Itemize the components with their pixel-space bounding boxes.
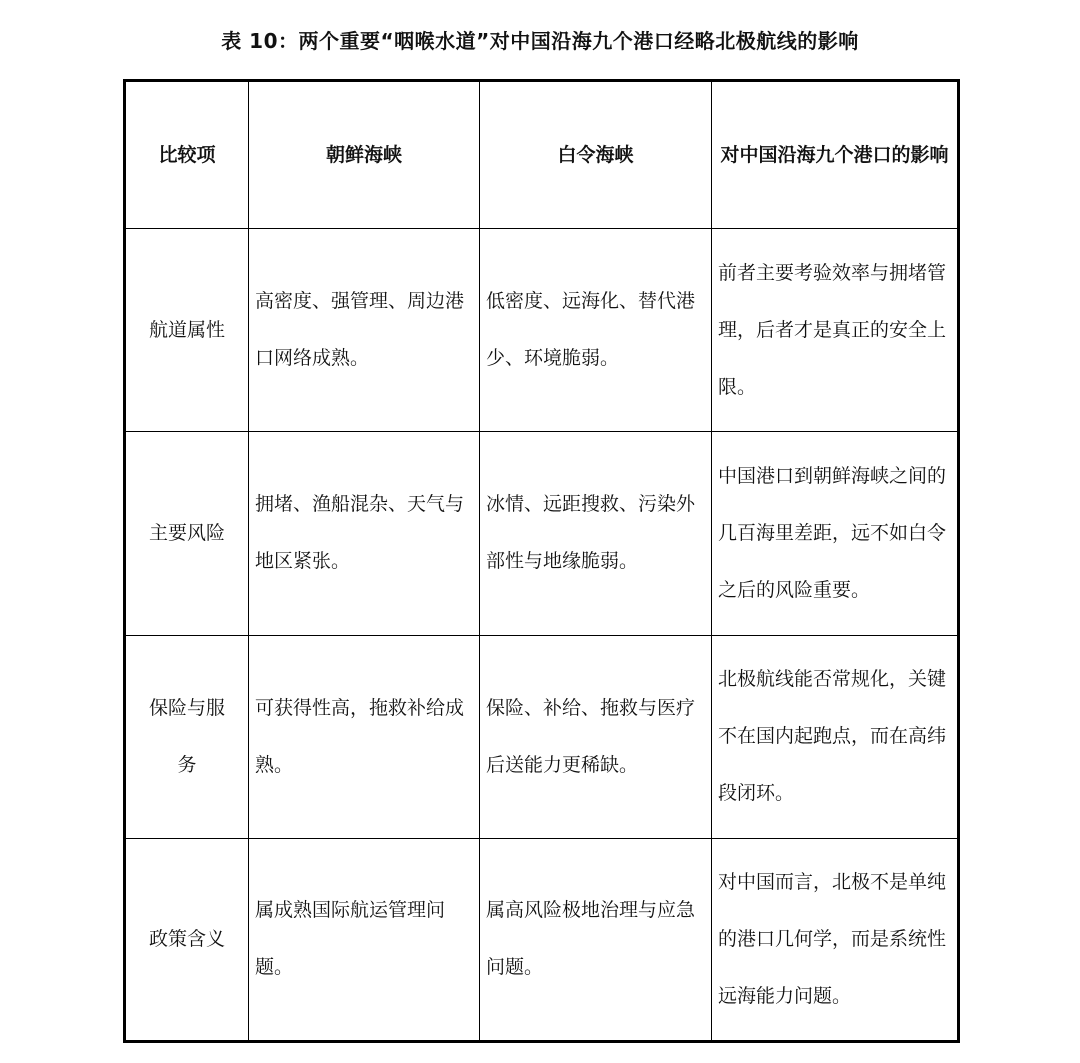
cell-korea-strait: 高密度、强管理、周边港口网络成熟。 [249, 229, 480, 432]
table-row [125, 635, 959, 838]
comparison-table [123, 79, 960, 1043]
header-korea-strait: 朝鲜海峡 [249, 81, 480, 229]
table-caption: 表 10：两个重要“咽喉水道”对中国沿海九个港口经略北极航线的影响 [221, 29, 859, 53]
header-bering-strait: 白令海峡 [480, 81, 712, 229]
table-row [125, 838, 959, 1041]
cell-korea-strait: 拥堵、渔船混杂、天气与地区紧张。 [249, 432, 480, 635]
header-item: 比较项 [125, 81, 249, 229]
cell-impact: 北极航线能否常规化，关键不在国内起跑点，而在高纬段闭环。 [712, 635, 959, 838]
header-impact: 对中国沿海九个港口的影响 [712, 81, 959, 229]
cell-bering-strait: 保险、补给、拖救与医疗后送能力更稀缺。 [480, 635, 712, 838]
cell-korea-strait: 属成熟国际航运管理问题。 [249, 838, 480, 1041]
cell-impact: 中国港口到朝鲜海峡之间的几百海里差距，远不如白令之后的风险重要。 [712, 432, 959, 635]
cell-bering-strait: 低密度、远海化、替代港少、环境脆弱。 [480, 229, 712, 432]
table-row [125, 432, 959, 635]
header-row [125, 81, 959, 229]
cell-korea-strait: 可获得性高，拖救补给成熟。 [249, 635, 480, 838]
row-label: 保险与服务 [125, 635, 249, 838]
table-row [125, 229, 959, 432]
row-label: 航道属性 [125, 229, 249, 432]
row-label: 主要风险 [125, 432, 249, 635]
cell-impact: 前者主要考验效率与拥堵管理，后者才是真正的安全上限。 [712, 229, 959, 432]
cell-impact: 对中国而言，北极不是单纯的港口几何学，而是系统性远海能力问题。 [712, 838, 959, 1041]
cell-bering-strait: 属高风险极地治理与应急问题。 [480, 838, 712, 1041]
row-label: 政策含义 [125, 838, 249, 1041]
cell-bering-strait: 冰情、远距搜救、污染外部性与地缘脆弱。 [480, 432, 712, 635]
